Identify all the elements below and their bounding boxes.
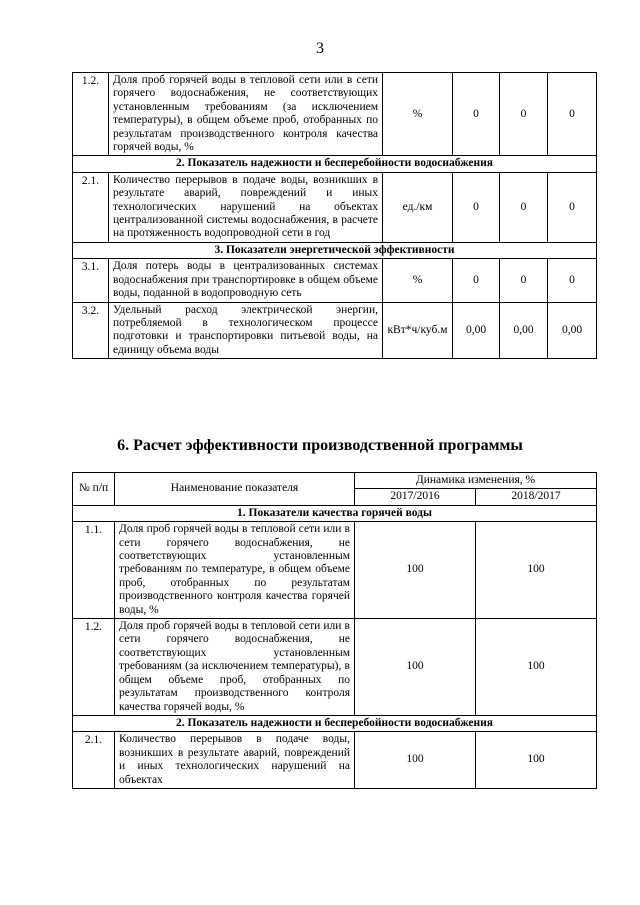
- value-cell: 0: [500, 73, 548, 156]
- efficiency-table: [72, 472, 597, 789]
- row-number: 3.1.: [73, 259, 109, 302]
- unit: %: [383, 73, 453, 156]
- row-number: 1.2.: [73, 73, 109, 156]
- section-row: [73, 156, 597, 172]
- indicator-name: Доля проб горячей воды в тепловой сети или в сети горячего водоснабжения, не соответствующих установленным требованиям по температуре, в общем объеме проб, отобранных по результатам производственного контроля качества горячей воды, %: [115, 522, 355, 619]
- unit: кВт*ч/куб.м: [383, 302, 453, 359]
- table-row: [73, 619, 597, 716]
- value-cell: 0: [548, 73, 597, 156]
- value-cell: 0,00: [453, 302, 500, 359]
- unit: %: [383, 259, 453, 302]
- column-header-dynamics: Динамика изменения, %: [355, 473, 597, 489]
- table-row: [73, 732, 597, 789]
- indicator-name: Доля проб горячей воды в тепловой сети или в сети горячего водоснабжения, не соответствующих установленным требованиям (за исключением температуры), в общем объеме проб, отобранных по результатам производственного контроля качества горячей воды, %: [115, 619, 355, 716]
- value-cell: 0: [500, 259, 548, 302]
- column-header-2017-2016: 2017/2016: [355, 489, 476, 505]
- table-row: [73, 73, 597, 156]
- section-row: [73, 242, 597, 258]
- value-cell: 0: [453, 73, 500, 156]
- indicator-name: Количество перерывов в подаче воды, возникших в результате аварий, повреждений и иных технологических нарушений на объектах: [115, 732, 355, 789]
- unit: ед./км: [383, 172, 453, 242]
- column-header-number: № п/п: [73, 473, 115, 506]
- indicator-name: Доля потерь воды в централизованных системах водоснабжения при транспортировке в общем объеме воды, поданной в водопроводную сеть: [109, 259, 383, 302]
- section-title: 3. Показатели энергетической эффективности: [73, 242, 597, 258]
- row-number: 3.2.: [73, 302, 109, 359]
- table-row: [73, 172, 597, 242]
- value-cell: 100: [355, 619, 476, 716]
- value-cell: 0: [453, 259, 500, 302]
- section-title: 2. Показатель надежности и бесперебойности водоснабжения: [73, 156, 597, 172]
- row-number: 2.1.: [73, 732, 115, 789]
- value-cell: 0,00: [548, 302, 597, 359]
- table-row: [73, 259, 597, 302]
- section-row: [73, 505, 597, 521]
- value-cell: 0: [548, 259, 597, 302]
- value-cell: 0,00: [500, 302, 548, 359]
- indicator-name: Количество перерывов в подаче воды, возникших в результате аварий, повреждений и иных технологических нарушений на объектах централизованной системы водоснабжения, в расчете на протяженность водопроводной сети в год: [109, 172, 383, 242]
- row-number: 2.1.: [73, 172, 109, 242]
- section-title: 1. Показатели качества горячей воды: [73, 505, 597, 521]
- row-number: 1.1.: [73, 522, 115, 619]
- row-number: 1.2.: [73, 619, 115, 716]
- indicator-name: Удельный расход электрической энергии, потребляемой в технологическом процессе подготовки и транспортировки питьевой воды, на единицу объема воды: [109, 302, 383, 359]
- value-cell: 100: [355, 522, 476, 619]
- value-cell: 100: [476, 732, 597, 789]
- column-header-name: Наименование показателя: [115, 473, 355, 506]
- page-number: 3: [316, 40, 324, 57]
- section-row: [73, 715, 597, 731]
- value-cell: 100: [355, 732, 476, 789]
- table-row: [73, 302, 597, 359]
- value-cell: 0: [500, 172, 548, 242]
- section-heading: 6. Расчет эффективности производственной программы: [117, 437, 523, 454]
- indicators-table: [72, 72, 597, 359]
- value-cell: 100: [476, 522, 597, 619]
- table-row: [73, 522, 597, 619]
- section-title: 2. Показатель надежности и бесперебойности водоснабжения: [73, 715, 597, 731]
- value-cell: 0: [548, 172, 597, 242]
- indicator-name: Доля проб горячей воды в тепловой сети или в сети горячего водоснабжения, не соответствующих установленным требованиям (за исключением температуры), в общем объеме проб, отобранных по результатам производственного контроля качества горячей воды, %: [109, 73, 383, 156]
- column-header-2018-2017: 2018/2017: [476, 489, 597, 505]
- value-cell: 100: [476, 619, 597, 716]
- value-cell: 0: [453, 172, 500, 242]
